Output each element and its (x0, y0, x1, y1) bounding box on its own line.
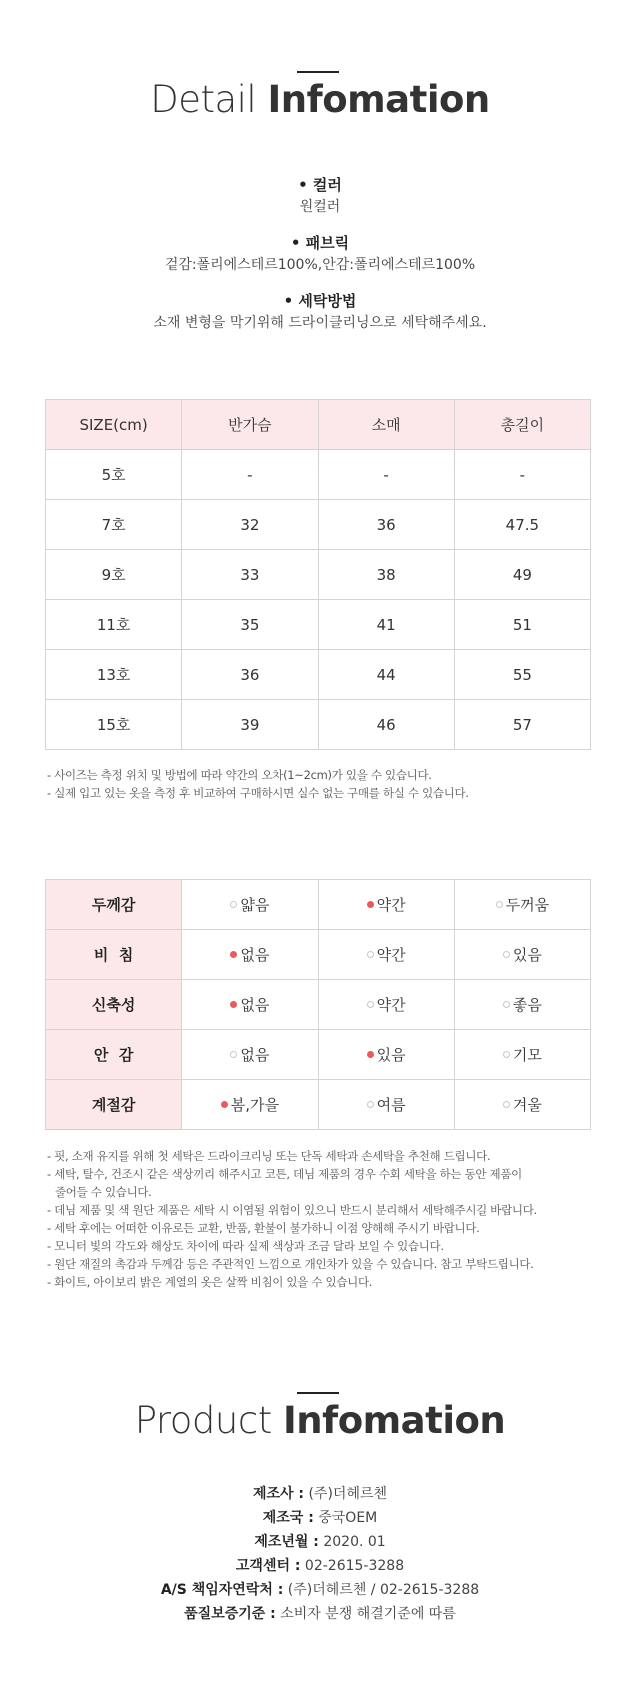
feel-option (182, 1080, 318, 1130)
product-info-value: (주)더헤르첸 (304, 1486, 388, 1502)
feel-label-thickness: 두께감 (46, 880, 182, 930)
radio-off-icon (367, 951, 374, 958)
product-info-value: (주)더헤르첸 / 02-2615-3288 (283, 1582, 480, 1598)
feel-label-season: 계절감 (46, 1080, 182, 1130)
detail-title-bar (297, 71, 339, 73)
length-cell: 55 (454, 650, 590, 700)
chest-cell: 32 (182, 500, 318, 550)
size-header-length: 총길이 (454, 400, 590, 450)
feel-label-sheerness: 비 침 (46, 930, 182, 980)
radio-on-icon (367, 901, 374, 908)
detail-washing (0, 290, 640, 334)
table-row (46, 600, 591, 650)
feel-option-label: 얇음 (240, 896, 270, 914)
size-note: - 사이즈는 측정 위치 및 방법에 따라 약간의 오차(1~2cm)가 있을 수 있습니다. (47, 768, 432, 782)
feel-option-label: 없음 (240, 946, 270, 964)
sleeve-cell: - (318, 450, 454, 500)
care-note: - 세탁 후에는 어떠한 이유로든 교환, 반품, 환불이 불가하니 이점 양해해 주시기 바랍니다. (47, 1221, 480, 1235)
radio-off-icon (503, 1101, 510, 1108)
product-info-key: 제조년월 : (254, 1534, 319, 1550)
feel-option (318, 880, 454, 930)
table-row (46, 650, 591, 700)
length-cell: 49 (454, 550, 590, 600)
radio-on-icon (221, 1101, 228, 1108)
feel-label-stretch: 신축성 (46, 980, 182, 1030)
product-info-row (0, 1482, 640, 1506)
feel-option (318, 1030, 454, 1080)
chest-cell: 35 (182, 600, 318, 650)
feel-option (454, 1030, 590, 1080)
care-note: - 세탁, 탈수, 건조시 같은 색상끼리 해주시고 코튼, 데님 제품의 경우 수회 세탁을 하는 동안 제품이 (47, 1167, 522, 1181)
product-info-key: 품질보증기준 : (184, 1606, 276, 1622)
size-cell: 15호 (46, 700, 182, 750)
detail-title-bold: Infomation (267, 78, 490, 121)
feel-option-label: 약간 (376, 896, 406, 914)
table-row (46, 700, 591, 750)
feel-option-label: 좋음 (512, 996, 542, 1014)
radio-off-icon (503, 951, 510, 958)
product-title-light: Product (134, 1399, 272, 1442)
feel-option (182, 980, 318, 1030)
feel-option-label: 약간 (376, 946, 406, 964)
fabric-value: 겉감:폴리에스테르100%,안감:폴리에스테르100% (164, 257, 476, 273)
sleeve-cell: 36 (318, 500, 454, 550)
radio-on-icon (230, 951, 237, 958)
product-info-value: 중국OEM (313, 1510, 378, 1526)
detail-title (0, 78, 640, 121)
product-info-row (0, 1554, 640, 1578)
feel-label-lining: 안 감 (46, 1030, 182, 1080)
product-info-value: 2020. 01 (318, 1534, 386, 1550)
size-notes (47, 766, 607, 802)
sleeve-cell: 46 (318, 700, 454, 750)
detail-color (0, 174, 640, 218)
size-cell: 13호 (46, 650, 182, 700)
detail-fabric (0, 232, 640, 276)
care-note: - 핏, 소재 유지를 위해 첫 세탁은 드라이크리닝 또는 단독 세탁과 손세탁을 추천해 드립니다. (47, 1149, 491, 1163)
care-note: - 모니터 빛의 각도와 해상도 차이에 따라 실제 색상과 조금 달라 보일 수 있습니다. (47, 1239, 444, 1253)
table-row (46, 450, 591, 500)
length-cell: 51 (454, 600, 590, 650)
chest-cell: 33 (182, 550, 318, 600)
size-header-chest: 반가슴 (182, 400, 318, 450)
feel-option-label: 있음 (512, 946, 542, 964)
length-cell: 47.5 (454, 500, 590, 550)
washing-value: 소재 변형을 막기위해 드라이클리닝으로 세탁해주세요. (153, 315, 487, 331)
radio-off-icon (230, 901, 237, 908)
feel-option (454, 1080, 590, 1130)
radio-off-icon (367, 1001, 374, 1008)
sleeve-cell: 44 (318, 650, 454, 700)
feel-option-label: 없음 (240, 996, 270, 1014)
chest-cell: - (182, 450, 318, 500)
feel-option-label: 없음 (240, 1046, 270, 1064)
feel-option (318, 980, 454, 1030)
feel-table (45, 879, 591, 1130)
product-info-key: A/S 책임자연락처 : (160, 1582, 284, 1598)
table-row (46, 930, 591, 980)
sleeve-cell: 41 (318, 600, 454, 650)
size-note: - 실제 입고 있는 옷을 측정 후 비교하여 구매하시면 실수 없는 구매를 하실 수 있습니다. (47, 786, 469, 800)
product-info-row (0, 1530, 640, 1554)
radio-on-icon (367, 1051, 374, 1058)
product-title-bold: Infomation (282, 1399, 506, 1442)
product-info-key: 제조사 : (252, 1486, 305, 1502)
feel-option-label: 두꺼움 (505, 896, 550, 914)
radio-off-icon (503, 1051, 510, 1058)
product-info-row (0, 1602, 640, 1626)
feel-option (318, 1080, 454, 1130)
table-row (46, 550, 591, 600)
washing-label: • 세탁방법 (283, 292, 357, 310)
product-info-value: 소비자 분쟁 해결기준에 따름 (275, 1606, 456, 1622)
length-cell: 57 (454, 700, 590, 750)
table-row (46, 1080, 591, 1130)
feel-option (182, 1030, 318, 1080)
care-note: - 데님 제품 및 색 원단 제품은 세탁 시 이염될 위험이 있으니 반드시 분리해서 세탁해주시길 바랍니다. (47, 1203, 537, 1217)
care-notes (47, 1147, 607, 1291)
radio-off-icon (230, 1051, 237, 1058)
chest-cell: 36 (182, 650, 318, 700)
fabric-label: • 패브릭 (290, 234, 350, 252)
feel-option (454, 880, 590, 930)
table-row (46, 980, 591, 1030)
table-row (46, 1030, 591, 1080)
product-info-row (0, 1506, 640, 1530)
size-cell: 11호 (46, 600, 182, 650)
radio-off-icon (503, 1001, 510, 1008)
detail-title-light: Detail (150, 78, 257, 121)
feel-option (454, 980, 590, 1030)
feel-option-label: 봄,가을 (230, 1096, 279, 1114)
table-row (46, 880, 591, 930)
size-cell: 7호 (46, 500, 182, 550)
product-title (0, 1399, 640, 1442)
product-info-row (0, 1578, 640, 1602)
size-header-size: SIZE(cm) (46, 400, 182, 450)
feel-option (318, 930, 454, 980)
feel-option (454, 930, 590, 980)
size-header-sleeve: 소매 (318, 400, 454, 450)
table-row (46, 500, 591, 550)
feel-option-label: 기모 (512, 1046, 542, 1064)
care-note: - 화이트, 아이보리 밝은 계열의 옷은 살짝 비침이 있을 수 있습니다. (47, 1275, 373, 1289)
radio-off-icon (496, 901, 503, 908)
feel-option-label: 여름 (376, 1096, 406, 1114)
feel-option (182, 930, 318, 980)
care-note: - 원단 재질의 촉감과 두께감 등은 주관적인 느낌으로 개인차가 있을 수 있습니다. 참고 부탁드립니다. (47, 1257, 534, 1271)
feel-option-label: 겨울 (512, 1096, 542, 1114)
product-info-value: 02-2615-3288 (300, 1558, 405, 1574)
length-cell: - (454, 450, 590, 500)
radio-off-icon (367, 1101, 374, 1108)
size-cell: 5호 (46, 450, 182, 500)
size-table-header (46, 400, 591, 450)
product-info-key: 제조국 : (262, 1510, 314, 1526)
color-label: • 컬러 (298, 176, 342, 194)
care-note: 줄어들 수 있습니다. (55, 1185, 152, 1199)
feel-option-label: 약간 (376, 996, 406, 1014)
product-title-bar (297, 1392, 339, 1394)
size-cell: 9호 (46, 550, 182, 600)
product-info-key: 고객센터 : (235, 1558, 301, 1574)
chest-cell: 39 (182, 700, 318, 750)
size-table (45, 399, 591, 750)
color-value: 원컬러 (299, 199, 341, 215)
feel-option-label: 있음 (376, 1046, 406, 1064)
sleeve-cell: 38 (318, 550, 454, 600)
radio-on-icon (230, 1001, 237, 1008)
feel-option (182, 880, 318, 930)
product-info-list (0, 1482, 640, 1626)
